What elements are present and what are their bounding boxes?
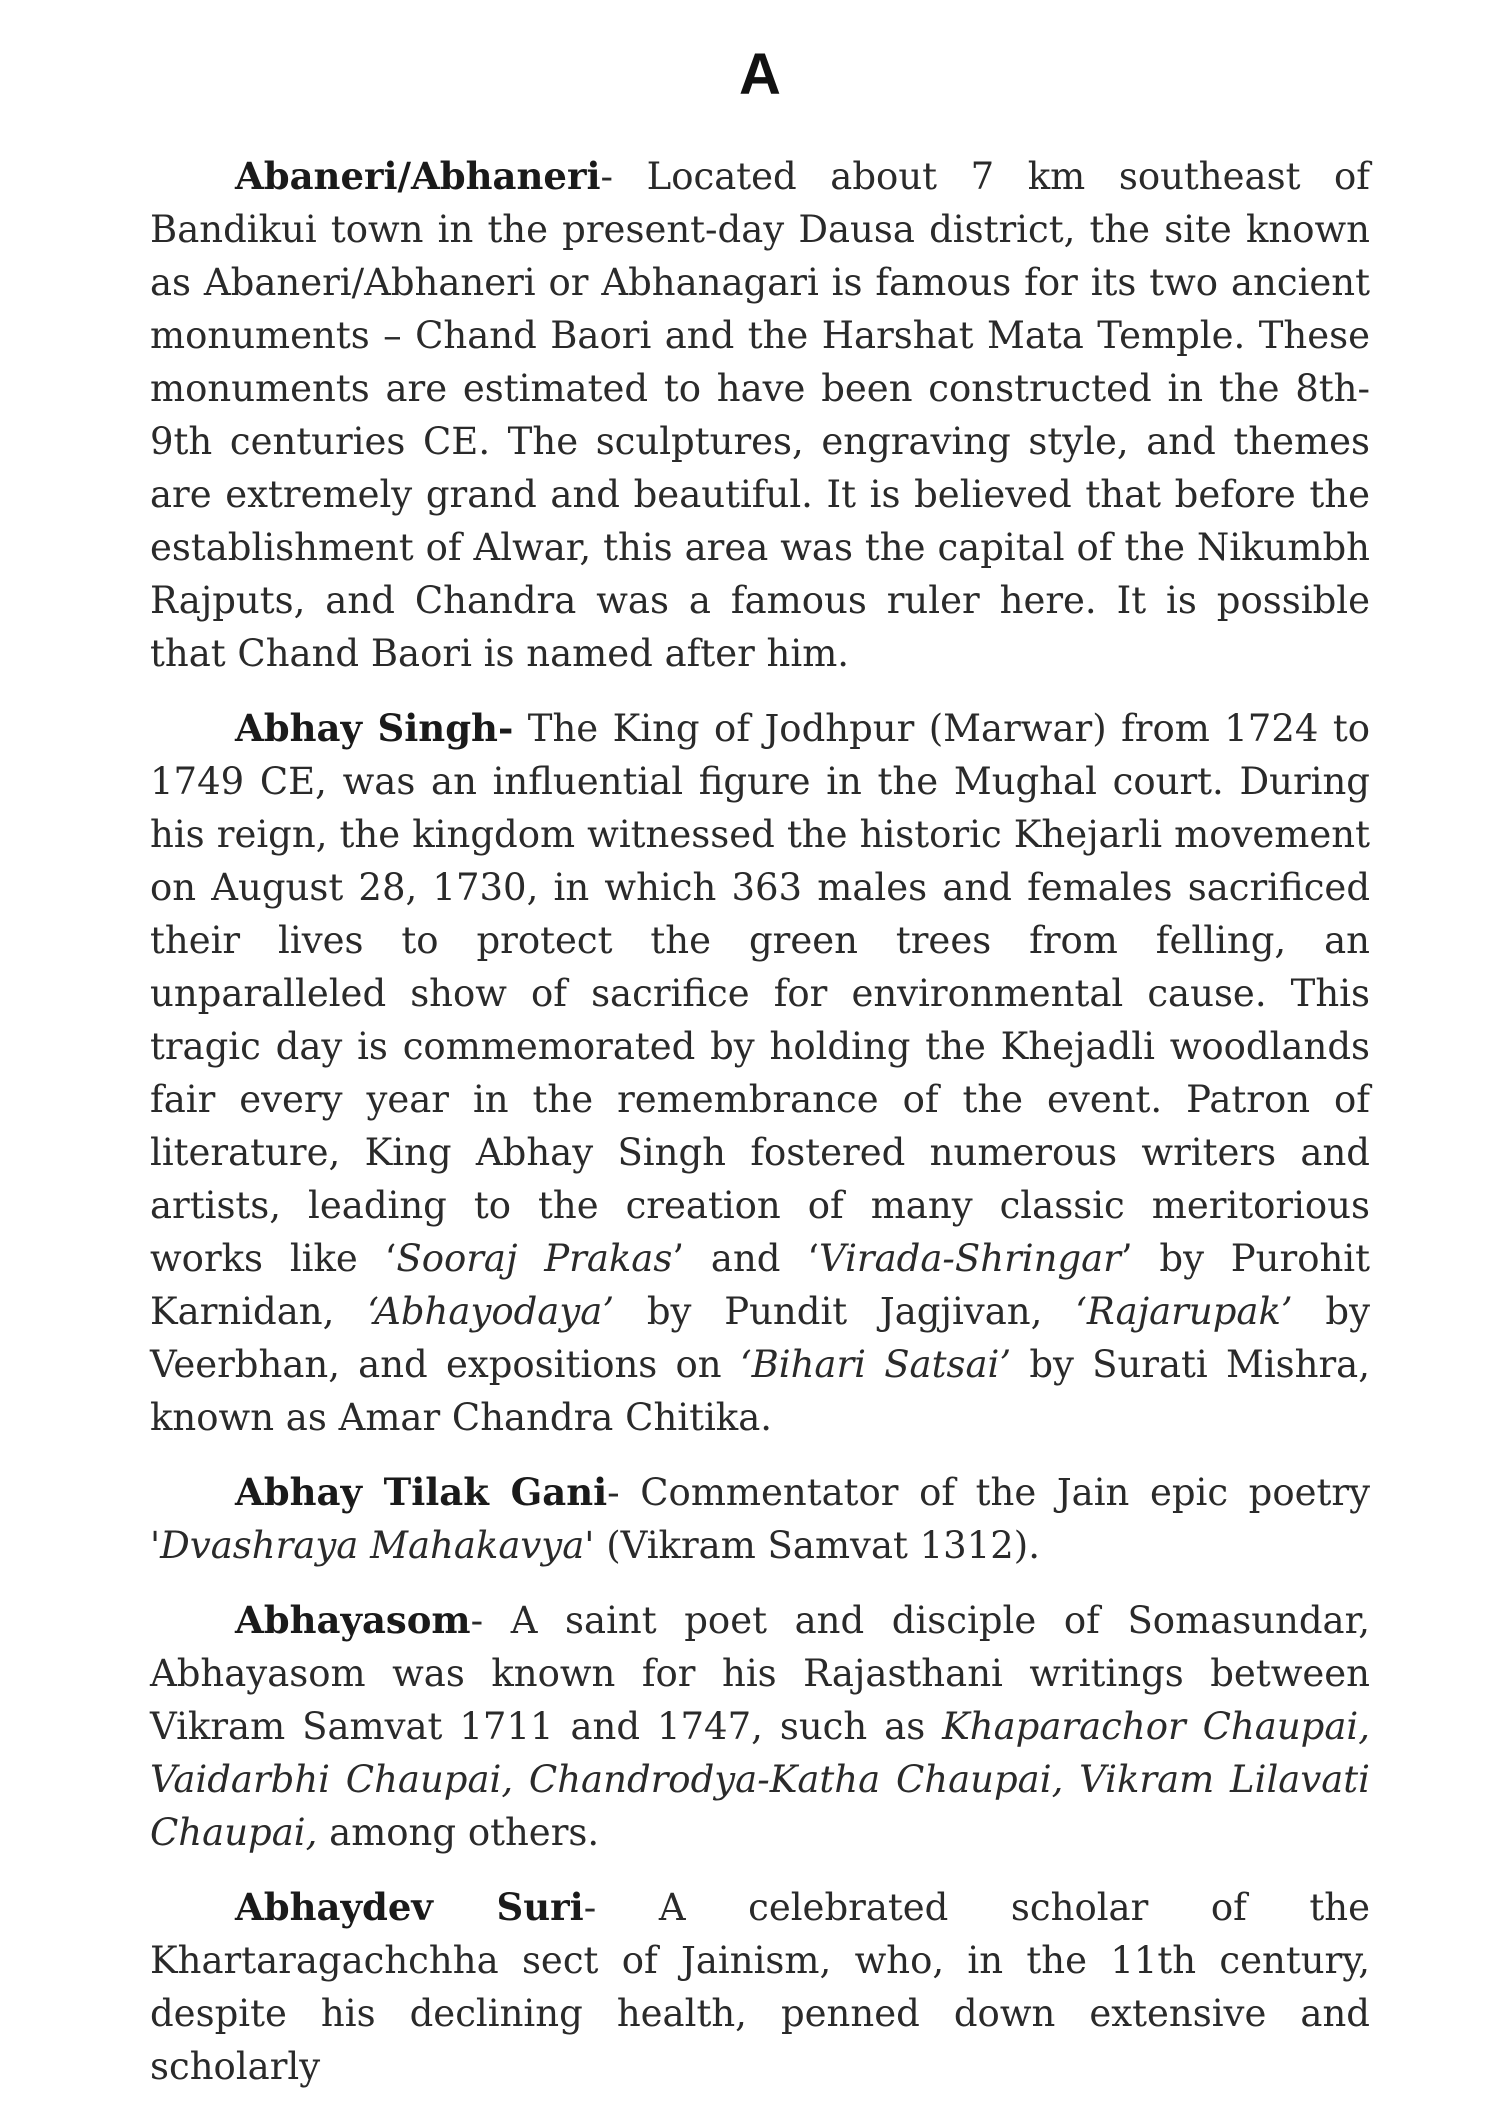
entry-separator: - (470, 1599, 511, 1642)
work-title: ‘Rajarupak’ (1075, 1290, 1293, 1333)
entry-abhay-singh (150, 702, 1370, 1444)
entry-text: Located about 7 km southeast of Bandikui town in the present-day Dausa district, the site known as Abaneri/Abhaneri or Abhanagari is famous for its two ancient monuments – Chand Baori and the Harshat Mata Temple. These monuments are estimated to have been constructed in the 8th-9th centuries CE. The sculptures, engraving style, and themes are extremely grand and beautiful. It is believed that before the establishment of Alwar, this area was the capital of the Nikumbh Rajputs, and Chandra was a famous ruler here. It is possible that Chand Baori is named after him. (150, 155, 1371, 675)
entry-text: ’ by Purohit Karnidan, (150, 1237, 1370, 1333)
entry-text: by Surati Mishra, known as Amar Chandra Chitika. (150, 1343, 1371, 1439)
entry-text: ’ and ‘ (672, 1237, 820, 1280)
dictionary-page (150, 40, 1370, 2115)
entry-abhaydev-suri (150, 1881, 1370, 2093)
work-title: Sooraj Prakas (396, 1237, 673, 1280)
entry-separator: - (600, 155, 647, 198)
entry-text: Commentator of the Jain epic poetry (640, 1471, 1371, 1514)
entry-headword: Abhaydev Suri (235, 1885, 584, 1929)
entry-abhay-tilak-gani (150, 1466, 1370, 1572)
entry-text: by Veerbhan, and expositions on (150, 1290, 1370, 1386)
entry-headword: Abhayasom (235, 1598, 471, 1642)
work-title: 'Dvashraya Mahakavya' (150, 1524, 595, 1567)
entry-separator: - (607, 1471, 641, 1514)
entry-separator: - (583, 1886, 659, 1929)
entry-headword: Abhay Singh- (235, 706, 514, 750)
entry-text: The King of Jodhpur (Marwar) from 1724 to 1749 CE, was an influential figure in the Mughal court. During his reign, the kingdom witnessed the historic Khejarli movement on August 28, 1730, in which 363 males and females sacrificed their lives to protect the green trees from felling, an unparalleled show of sacrifice for environmental cause. This tragic day is commemorated by holding the Khejadli woodlands fair every year in the remembrance of the event. Patron of literature, King Abhay Singh fostered numerous writers and artists, leading to the creation of many classic meritorious works like ‘ (150, 707, 1371, 1280)
entry-headword: Abaneri/Abhaneri (235, 154, 601, 198)
entry-separator (513, 707, 527, 750)
entry-text: A saint poet and disciple of Somasundar, Abhayasom was known for his Rajasthani writings between Vikram Samvat 1711 and 1747, such as (150, 1599, 1371, 1748)
entry-abaneri (150, 150, 1370, 680)
section-letter-heading: A (739, 42, 781, 107)
work-title: ‘Bihari Satsai’ (739, 1343, 1012, 1386)
entry-headword: Abhay Tilak Gani (235, 1470, 608, 1514)
work-title: ‘Abhayodaya’ (367, 1290, 615, 1333)
entry-abhayasom (150, 1594, 1370, 1859)
entry-text: (Vikram Samvat 1312). (594, 1524, 1040, 1567)
entry-text: by Pundit Jagjivan, (614, 1290, 1076, 1333)
work-title: Khaparachor Chaupai, Vaidarbhi Chaupai, Chandrodya-Katha Chaupai, Vikram Lilavati Chaupai, (150, 1705, 1370, 1854)
work-title: Virada-Shringar (819, 1237, 1121, 1280)
entry-text: among others. (317, 1811, 600, 1854)
entry-text: A celebrated scholar of the Khartaragachchha sect of Jainism, who, in the 11th century, despite his declining health, penned down extensive and scholarly (150, 1886, 1370, 2088)
